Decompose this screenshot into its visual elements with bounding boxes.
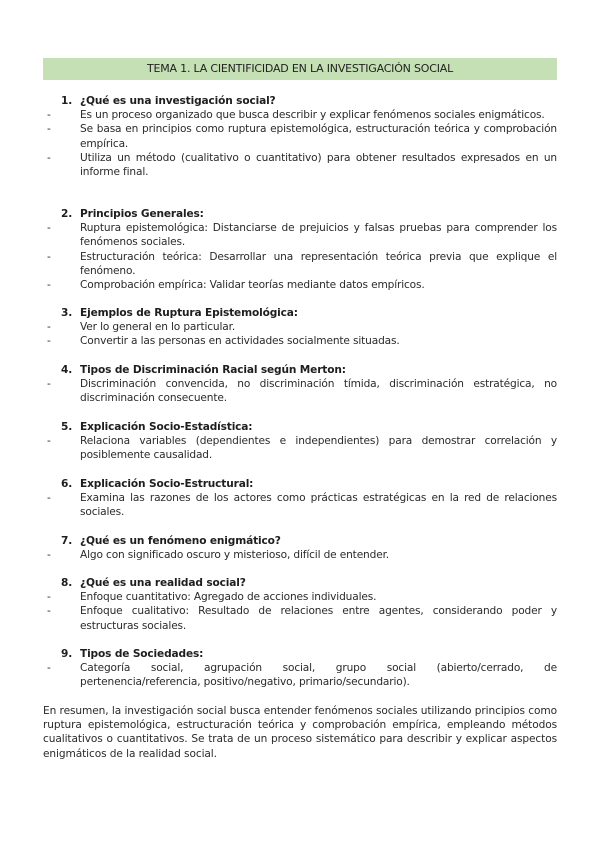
list-item (47, 434, 557, 462)
section-heading-text: ¿Qué es una investigación social? (80, 95, 276, 107)
section-heading (47, 420, 557, 434)
list-item-text: Algo con significado oscuro y misterioso, difícil de entender. (80, 549, 390, 562)
list-item-text: Se basa en principios como ruptura epistemológica, estructuración teórica y comprobación empírica. (80, 123, 557, 150)
dash-bullet-icon: - (47, 591, 51, 604)
list-item (47, 108, 557, 122)
section-heading (47, 306, 557, 320)
section-number: 4. (61, 364, 73, 376)
list-item-text: Comprobación empírica: Validar teorías mediante datos empíricos. (80, 279, 425, 292)
section-heading-text: ¿Qué es una realidad social? (80, 577, 246, 589)
list-item-text: Convertir a las personas en actividades socialmente situadas. (80, 335, 400, 348)
list-item-text: Discriminación convencida, no discriminación tímida, discriminación estratégica, no discriminación consecuente. (80, 378, 557, 405)
section-heading-text: Explicación Socio-Estructural: (80, 478, 254, 490)
list-item-text: Estructuración teórica: Desarrollar una representación teórica previa que explique el fenómeno. (80, 250, 557, 277)
list-item (47, 334, 557, 348)
section-1 (47, 94, 557, 179)
document-title: TEMA 1. LA CIENTIFICIDAD EN LA INVESTIGACIÓN SOCIAL (43, 58, 557, 80)
dash-bullet-icon: - (47, 335, 51, 348)
dash-bullet-icon: - (47, 321, 51, 334)
section-number: 8. (61, 577, 73, 589)
section-number: 5. (61, 421, 73, 433)
dash-bullet-icon: - (47, 109, 51, 122)
list-item (47, 377, 557, 405)
dash-bullet-icon: - (47, 279, 51, 292)
section-heading (47, 647, 557, 661)
section-number: 3. (61, 307, 73, 319)
list-item (47, 590, 557, 604)
dash-bullet-icon: - (47, 222, 51, 235)
dash-bullet-icon: - (47, 435, 51, 448)
list-item-text: Ver lo general en lo particular. (80, 321, 236, 334)
section-heading (47, 94, 557, 108)
list-item-text: Es un proceso organizado que busca describir y explicar fenómenos sociales enigmáticos. (80, 109, 545, 122)
list-item (47, 221, 557, 249)
list-item (47, 604, 557, 632)
list-item-text: Enfoque cualitativo: Resultado de relaciones entre agentes, considerando poder y estructuras sociales. (80, 605, 557, 632)
section-heading (47, 363, 557, 377)
list-item (47, 320, 557, 334)
section-heading-text: Explicación Socio-Estadística: (80, 421, 253, 433)
list-item (47, 548, 557, 562)
list-item-text: Utiliza un método (cualitativo o cuantitativo) para obtener resultados expresados en un informe final. (80, 151, 557, 179)
section-number: 9. (61, 648, 73, 660)
dash-bullet-icon: - (47, 662, 51, 675)
section-8 (47, 576, 557, 633)
section-number: 1. (61, 95, 73, 107)
summary-paragraph: En resumen, la investigación social busca entender fenómenos sociales utilizando principios como ruptura epistemológica, estructuración teórica y comprobación empírica, empleando métodos cualitativos o cuantitativos. Se trata de un proceso sistemático para describir y explicar aspectos enigmáticos de la realidad social. (43, 705, 557, 760)
section-heading (47, 534, 557, 548)
list-item-text: Relaciona variables (dependientes e independientes) para demostrar correlación y posiblemente causalidad. (80, 435, 557, 462)
dash-bullet-icon: - (47, 605, 51, 618)
section-number: 6. (61, 478, 73, 490)
dash-bullet-icon: - (47, 250, 51, 263)
list-item-text: Ruptura epistemológica: Distanciarse de prejuicios y falsas pruebas para comprender los fenómenos sociales. (80, 222, 557, 249)
section-3 (47, 306, 557, 349)
list-item-text: Categoría social, agrupación social, grupo social (abierto/cerrado, de pertenencia/referencia, positivo/negativo, primario/secundario). (80, 662, 557, 689)
section-5 (47, 420, 557, 463)
section-4 (47, 363, 557, 406)
section-6 (47, 477, 557, 520)
section-heading-text: Ejemplos de Ruptura Epistemológica: (80, 307, 298, 319)
section-heading (47, 576, 557, 590)
section-heading-text: Principios Generales: (80, 208, 204, 220)
dash-bullet-icon: - (47, 378, 51, 391)
section-heading-text: Tipos de Sociedades: (80, 648, 204, 660)
section-number: 2. (61, 208, 73, 220)
list-item (47, 250, 557, 278)
section-heading (47, 207, 557, 221)
section-heading-text: Tipos de Discriminación Racial según Merton: (80, 364, 346, 376)
section-2 (47, 207, 557, 292)
section-7 (47, 534, 557, 562)
dash-bullet-icon: - (47, 123, 51, 136)
dash-bullet-icon: - (47, 549, 51, 562)
dash-bullet-icon: - (47, 492, 51, 505)
list-item-text: Examina las razones de los actores como prácticas estratégicas en la red de relaciones sociales. (80, 492, 557, 519)
list-item-text: Enfoque cuantitativo: Agregado de acciones individuales. (80, 591, 377, 604)
section-number: 7. (61, 535, 73, 547)
section-heading-text: ¿Qué es un fenómeno enigmático? (80, 535, 281, 547)
dash-bullet-icon: - (47, 151, 51, 164)
list-item (47, 661, 557, 689)
list-item (47, 151, 557, 179)
list-item (47, 278, 557, 292)
list-item (47, 122, 557, 150)
section-heading (47, 477, 557, 491)
list-item (47, 491, 557, 519)
section-9 (47, 647, 557, 690)
